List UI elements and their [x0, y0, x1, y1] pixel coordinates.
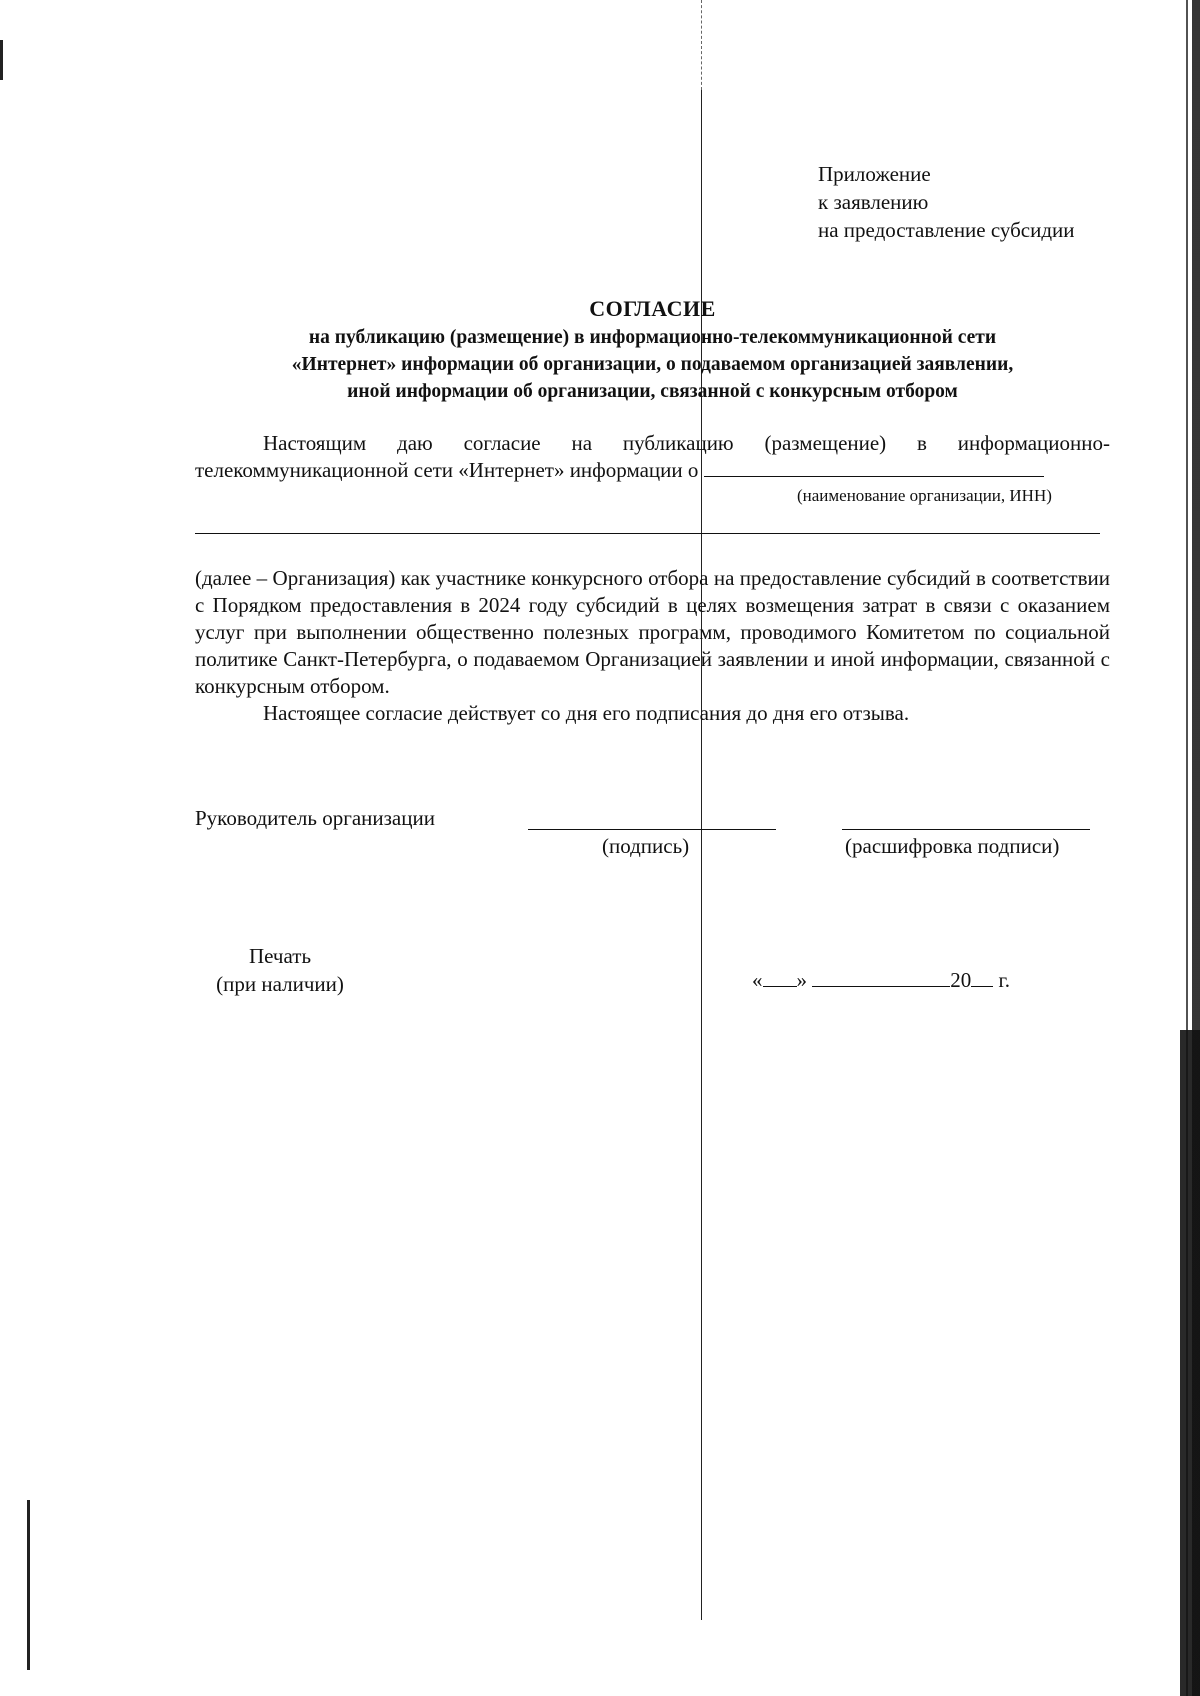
signature-label: Руководитель организации	[195, 806, 435, 830]
document-title	[195, 294, 1110, 405]
date-year-blank[interactable]	[971, 968, 993, 987]
signature-blank[interactable]	[528, 829, 776, 830]
org-name-blank-line[interactable]	[195, 533, 1100, 534]
org-name-hint: (наименование организации, ИНН)	[797, 486, 1052, 505]
date-field	[752, 968, 1010, 993]
stamp-line-2: (при наличии)	[216, 972, 344, 996]
title-sub-1: на публикацию (размещение) в информационно-телекоммуникационной сети	[308, 327, 997, 348]
paragraph-details: (далее – Организация) как участнике конкурсного отбора на предоставление субсидий в соответствии с Порядком предоставления в 2024 году субсидий в целях возмещения затрат в связи с оказанием услуг при выполнении общественно полезных программ, проводимого Комитетом по социальной политике Санкт-Петербурга, о подаваемом Организацией заявлении и иной информации, связанной с конкурсным отбором.	[195, 566, 1110, 698]
signature-hint: (подпись)	[602, 834, 690, 858]
signature-decode-blank[interactable]	[842, 829, 1090, 830]
date-month-blank[interactable]	[812, 968, 950, 987]
date-open-quote: «	[752, 968, 763, 992]
stamp-line-1: Печать	[248, 944, 312, 968]
scan-fold-dashed	[701, 0, 702, 90]
scan-edge-mark-left-bottom	[27, 1500, 30, 1670]
paragraph-validity: Настоящее согласие действует со дня его подписания до дня его отзыва.	[263, 701, 910, 725]
paragraph-consent-text: Настоящим даю согласие на публикацию (размещение) в информационно-телекоммуникационной сети «Интернет» информации о	[195, 431, 1110, 482]
appendix-line-2: к заявлению	[818, 190, 929, 214]
title-sub-2: «Интернет» информации об организации, о подаваемом организацией заявлении,	[291, 354, 1014, 375]
date-suffix: г.	[998, 968, 1010, 992]
paragraph-consent	[195, 430, 1110, 484]
appendix-line-3: на предоставление субсидии	[818, 218, 1075, 242]
title-main: СОГЛАСИЕ	[589, 296, 716, 321]
scan-edge-right-bottom	[1170, 1030, 1200, 1696]
org-name-blank[interactable]	[704, 458, 1044, 477]
date-year-prefix: 20	[950, 968, 972, 992]
appendix-note	[818, 160, 1075, 244]
title-sub-3: иной информации об организации, связанной с конкурсным отбором	[347, 381, 958, 402]
signature-decode-hint: (расшифровка подписи)	[845, 834, 1060, 858]
date-day-blank[interactable]	[763, 968, 797, 987]
scan-edge-mark-left	[0, 40, 3, 80]
date-close-quote: »	[796, 968, 807, 992]
stamp-note	[205, 942, 355, 998]
appendix-line-1: Приложение	[818, 162, 931, 186]
